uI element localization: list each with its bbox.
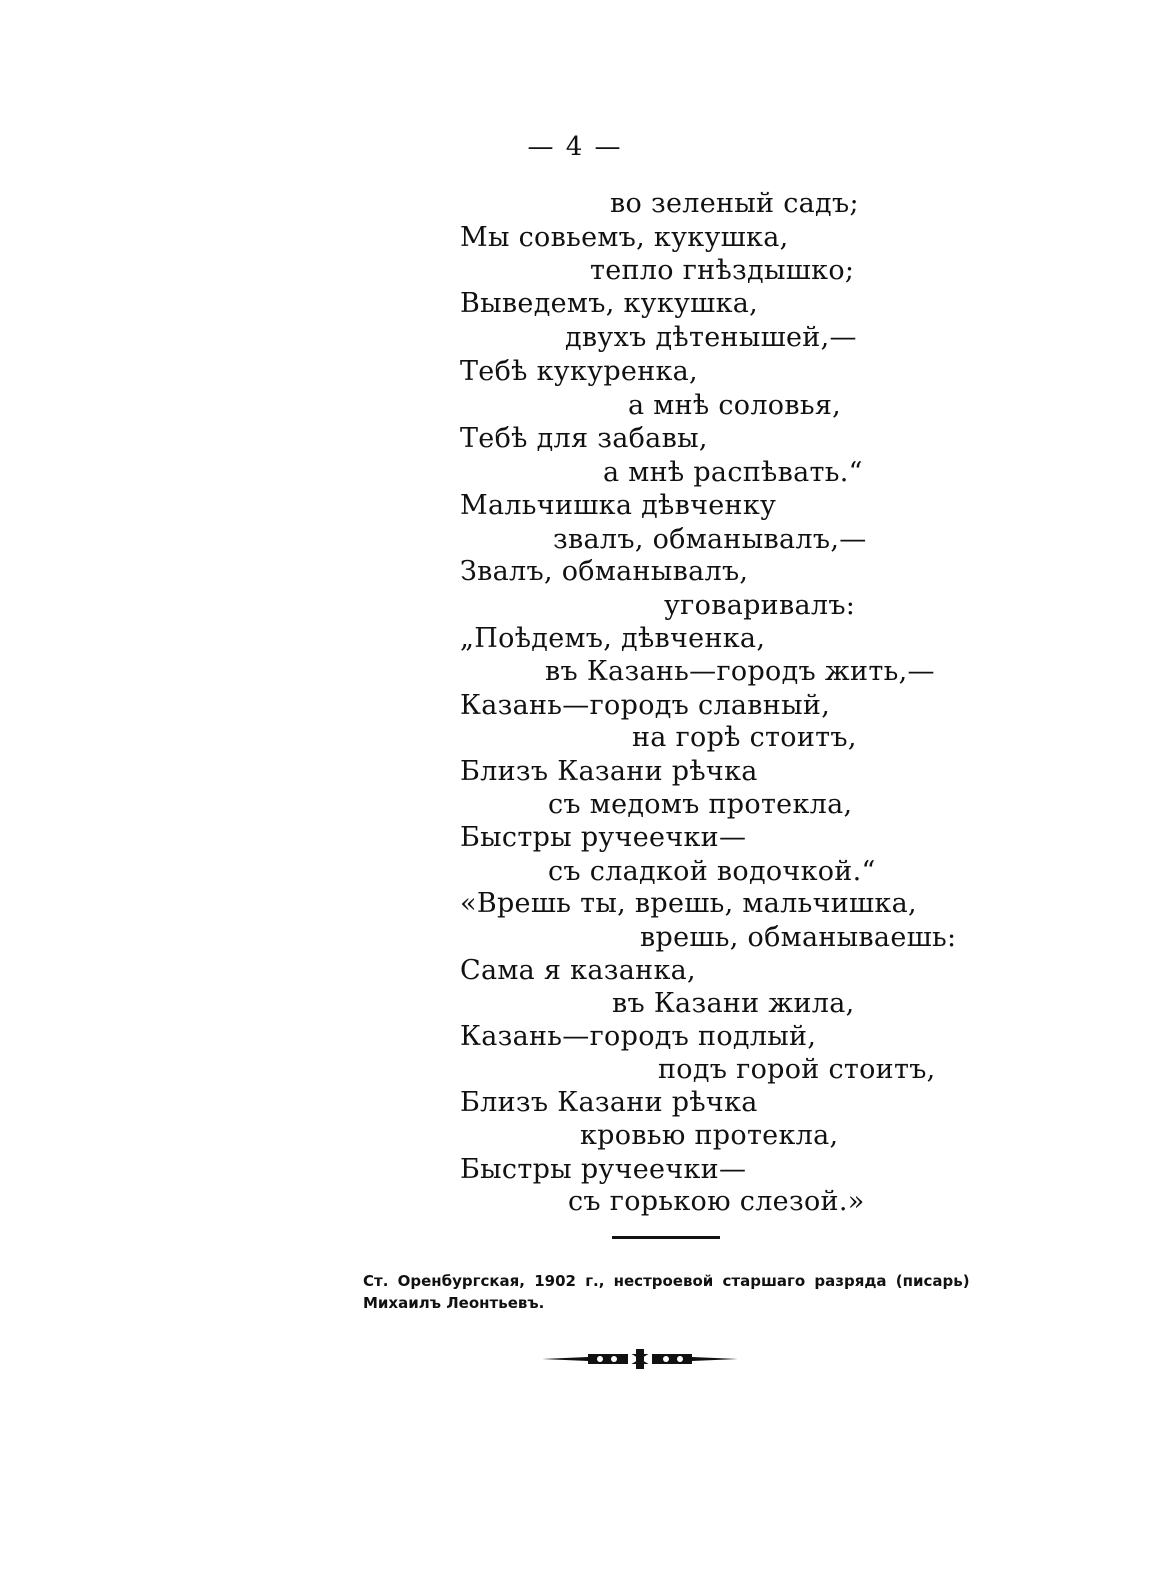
poem-line: Быстры ручеечки—	[460, 1154, 747, 1185]
poem-line: Тебѣ кукуренка,	[460, 356, 698, 387]
poem-line: въ Казань—городъ жить,—	[545, 656, 935, 687]
poem-line: Сама я казанка,	[460, 955, 696, 986]
poem-line: а мнѣ распѣвать.“	[603, 457, 863, 488]
poem-line: Выведемъ, кукушка,	[460, 288, 759, 319]
attribution	[363, 1270, 1003, 1314]
poem-line: въ Казани жила,	[612, 988, 855, 1019]
poem-line: Звалъ, обманывалъ,	[460, 556, 749, 587]
poem-line: «Врешь ты, врешь, мальчишка,	[460, 888, 917, 919]
attribution-line-1: Ст. Оренбургская, 1902 г., нестроевой старшаго разряда (писарь)	[363, 1272, 970, 1290]
poem-line: Казань—городъ славный,	[460, 690, 831, 721]
divider-rule	[612, 1236, 720, 1239]
poem-line: „Поѣдемъ, дѣвченка,	[460, 623, 766, 654]
poem-line: съ сладкой водочкой.“	[548, 856, 876, 887]
poem-line: Быстры ручеечки—	[460, 822, 747, 853]
poem-line: звалъ, обманывалъ,—	[553, 524, 867, 555]
poem-line: Казань—городъ подлый,	[460, 1021, 817, 1052]
poem-line: Мальчишка дѣвченку	[460, 490, 777, 521]
poem-line: двухъ дѣтенышей,—	[565, 322, 857, 353]
poem-line: кровью протекла,	[580, 1120, 839, 1151]
poem-line: Мы совьемъ, кукушка,	[460, 222, 789, 253]
poem-line: во зеленый садъ;	[610, 188, 859, 219]
poem-line: тепло гнѣздышко;	[590, 255, 855, 286]
poem-line: Близъ Казани рѣчка	[460, 1087, 758, 1118]
page-number: — 4 —	[527, 132, 623, 162]
poem-line: съ медомъ протекла,	[548, 789, 853, 820]
poem-line: подъ горой стоитъ,	[658, 1054, 936, 1085]
poem-line: уговаривалъ:	[664, 590, 856, 621]
attribution-line-2: Михаилъ Леонтьевъ.	[363, 1294, 545, 1312]
poem-line: врешь, обманываешь:	[640, 922, 957, 953]
poem-line: а мнѣ соловья,	[628, 390, 842, 421]
poem-line: Тебѣ для забавы,	[460, 423, 708, 454]
poem-line: съ горькою слезой.»	[568, 1186, 865, 1217]
poem-line: на горѣ стоитъ,	[632, 722, 857, 753]
ornament-icon	[540, 1346, 740, 1372]
poem-line: Близъ Казани рѣчка	[460, 756, 758, 787]
